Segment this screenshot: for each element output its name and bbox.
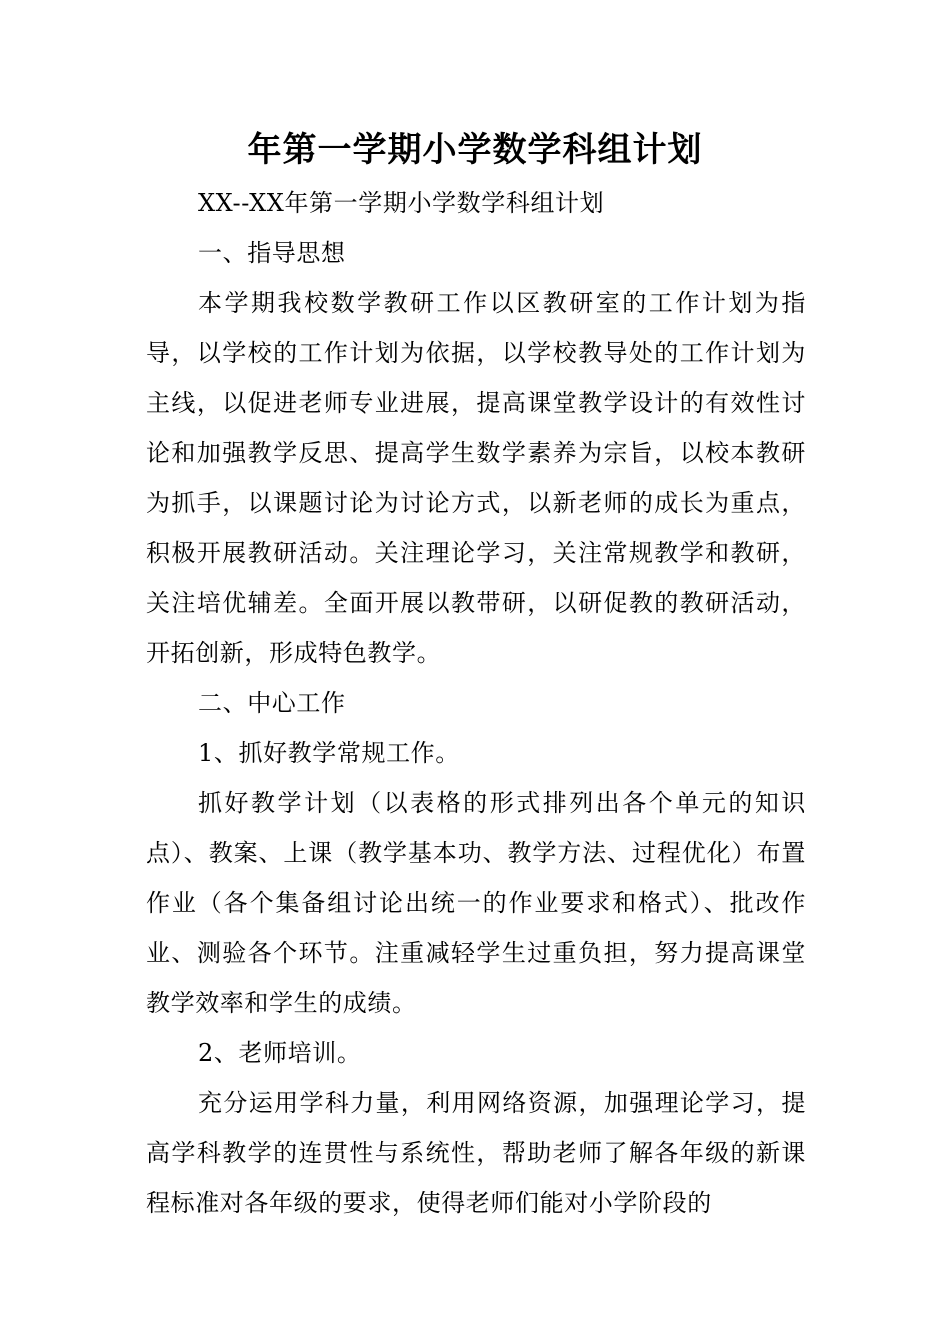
section-heading-central-work: 二、中心工作 [198, 689, 346, 717]
paragraph-teaching-routine: 抓好教学计划（以表格的形式排列出各个单元的知识点）、教案、上课（教学基本功、教学方法、过程优化）布置作业（各个集备组讨论出统一的作业要求和格式）、批改作业、测验各个环节。注重减轻学生过重负担，努力提高课堂教学效率和学生的成绩。 [146, 789, 806, 1017]
document-body [146, 178, 806, 1228]
paragraph-teacher-training: 充分运用学科力量，利用网络资源，加强理论学习，提高学科教学的连贯性与系统性，帮助老师了解各年级的新课程标准对各年级的要求，使得老师们能对小学阶段的 [146, 1089, 806, 1217]
document-title: 年第一学期小学数学科组计划 [247, 130, 703, 170]
document-subtitle: XX--XX年第一学期小学数学科组计划 [198, 189, 605, 217]
paragraph-guiding-thought: 本学期我校数学教研工作以区教研室的工作计划为指导，以学校的工作计划为依据，以学校教导处的工作计划为主线，以促进老师专业进展，提高课堂教学设计的有效性讨论和加强教学反思、提高学生数学素养为宗旨，以校本教研为抓手，以课题讨论为讨论方式，以新老师的成长为重点，积极开展教研活动。关注理论学习，关注常规教学和教研，关注培优辅差。全面开展以教带研，以研促教的教研活动，开拓创新，形成特色教学。 [146, 289, 806, 667]
section-heading-guiding-thought: 一、指导思想 [198, 239, 346, 267]
subheading-teacher-training: 2、老师培训。 [198, 1039, 362, 1067]
subheading-teaching-routine: 1、抓好教学常规工作。 [198, 739, 460, 767]
